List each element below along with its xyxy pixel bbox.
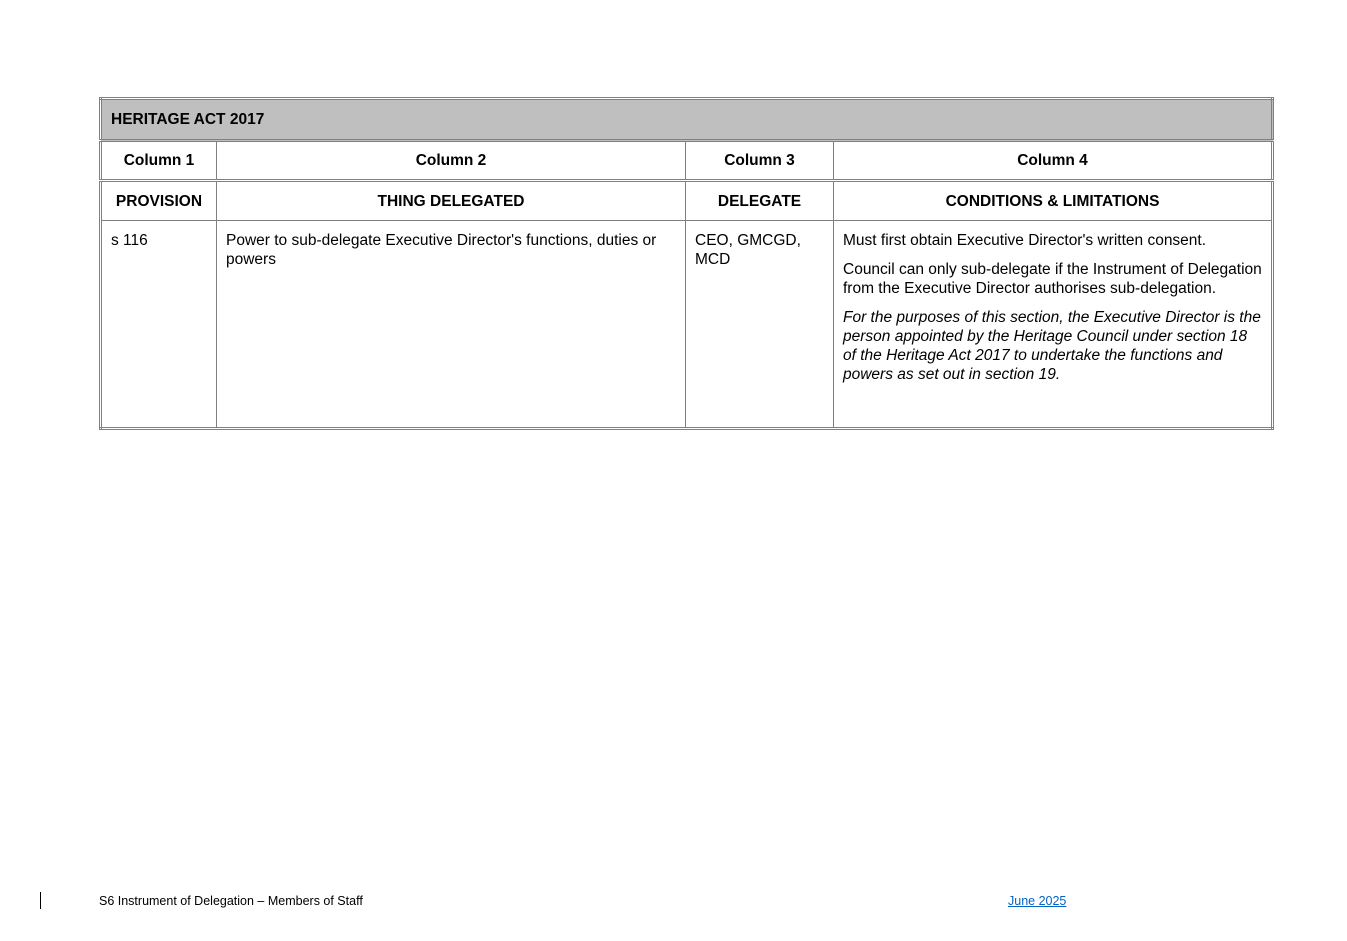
act-title-row <box>101 99 1273 141</box>
act-title: HERITAGE ACT 2017 <box>101 99 1273 141</box>
delegate-cell: CEO, GMCGD, MCD <box>686 221 834 429</box>
thing-delegated-cell: Power to sub-delegate Executive Director's functions, duties or powers <box>217 221 686 429</box>
condition-sub-delegation: Council can only sub-delegate if the Instrument of Delegation from the Executive Director authorises sub-delegation. <box>843 261 1262 297</box>
conditions-cell <box>834 221 1273 429</box>
delegation-table <box>99 97 1274 430</box>
header-conditions: CONDITIONS & LIMITATIONS <box>834 181 1273 221</box>
header-thing-delegated: THING DELEGATED <box>217 181 686 221</box>
header-row <box>101 181 1273 221</box>
column-3-label: Column 3 <box>686 141 834 181</box>
footer-document-title: S6 Instrument of Delegation – Members of Staff <box>99 894 363 908</box>
column-1-label: Column 1 <box>101 141 217 181</box>
condition-consent: Must first obtain Executive Director's written consent. <box>843 232 1207 249</box>
change-bar-marker <box>40 892 41 909</box>
condition-note: For the purposes of this section, the Executive Director is the person appointed by the Heritage Council under section 18 of the Heritage Act 2017 to undertake the functions and powers as set out in section 19. <box>843 309 1261 383</box>
column-number-row <box>101 141 1273 181</box>
footer-date-link[interactable]: June 2025 <box>1008 894 1067 908</box>
header-delegate: DELEGATE <box>686 181 834 221</box>
header-provision: PROVISION <box>101 181 217 221</box>
provision-cell: s 116 <box>101 221 217 429</box>
table-row <box>101 221 1273 429</box>
column-2-label: Column 2 <box>217 141 686 181</box>
column-4-label: Column 4 <box>834 141 1273 181</box>
